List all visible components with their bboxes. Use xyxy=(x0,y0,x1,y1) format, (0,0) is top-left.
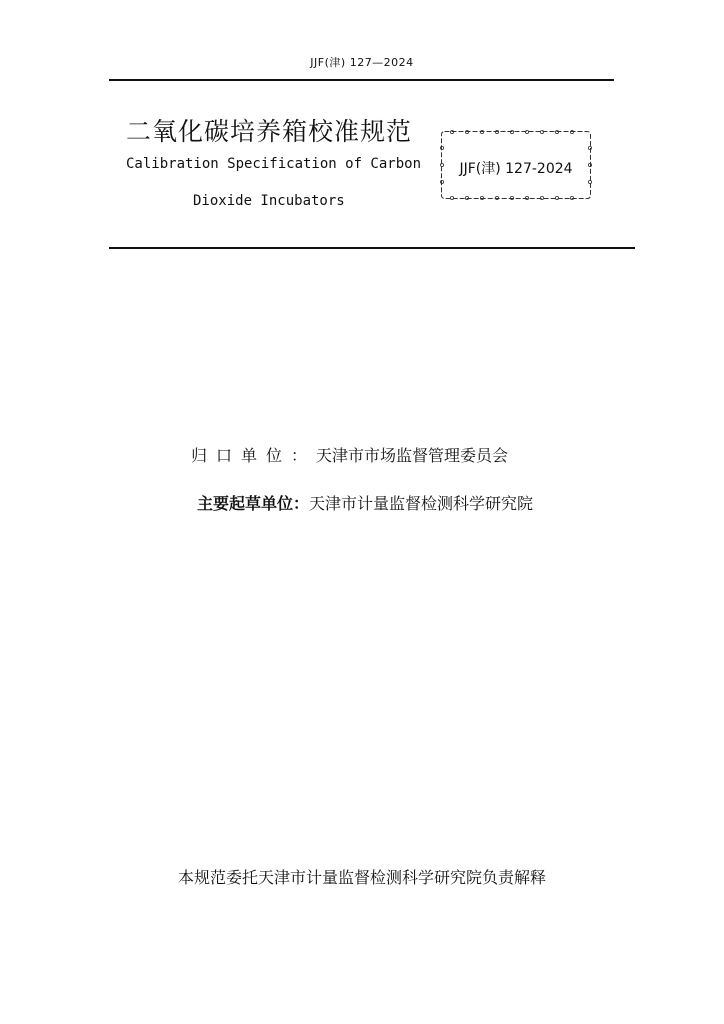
responsible-unit-line xyxy=(191,443,508,466)
responsible-unit-label: 归口单位： xyxy=(191,446,317,465)
top-rule xyxy=(109,79,614,81)
title-english-line-1: Calibration Specification of Carbon xyxy=(126,156,422,172)
drafting-unit-value: 天津市计量监督检测科学研究院 xyxy=(309,494,534,513)
responsible-unit-value: 天津市市场监督管理委员会 xyxy=(316,446,509,465)
title-chinese: 二氧化碳培养箱校准规范 xyxy=(126,117,413,146)
standard-code-box-text: JJF(津) 127-2024 xyxy=(459,161,573,177)
standard-code-box xyxy=(440,130,592,200)
title-english-line-2: Dioxide Incubators xyxy=(193,193,345,209)
drafting-unit-line xyxy=(197,491,533,514)
drafting-unit-label: 主要起草单位： xyxy=(197,494,310,513)
bottom-rule xyxy=(109,247,635,249)
header-standard-code: JJF(津) 127—2024 xyxy=(310,56,414,69)
footer-interpretation-note: 本规范委托天津市计量监督检测科学研究院负责解释 xyxy=(177,868,546,887)
